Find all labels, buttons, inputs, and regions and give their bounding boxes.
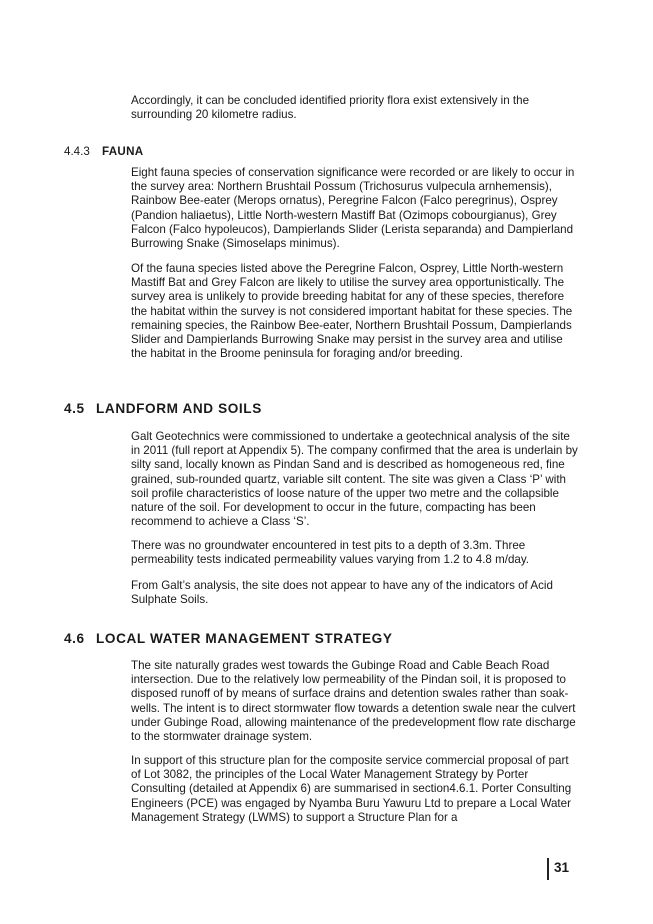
section-heading-water [64,631,393,646]
section-title: LANDFORM AND SOILS [96,401,262,416]
paragraph-fauna-habitat: Of the fauna species listed above the Peregrine Falcon, Osprey, Little North-western Mastiff Bat and Grey Falcon are likely to utilise the survey area opportunistically. The survey area is unlikely to provide breeding habitat for any of these species, therefore the habitat within the survey is not considered important habitat for these species. The remaining species, the Rainbow Bee-eater, Northern Brushtail Possum, Dampierlands Slider and Dampierlands Burrowing Snake may persist in the survey area and utilise the habitat in the Broome peninsula for foraging and/or breeding. [131,262,573,361]
section-number: 4.6 [64,631,85,646]
paragraph-acid-sulphate: From Galt’s analysis, the site does not appear to have any of the indicators of Acid Sulphate Soils. [131,579,553,607]
page-number-divider [547,858,549,880]
section-heading-fauna [64,142,143,160]
section-number: 4.5 [64,401,85,416]
paragraph-site-drainage: The site naturally grades west towards the Gubinge Road and Cable Beach Road intersection. Due to the relatively low permeability of the Pindan soil, it is proposed to disposed runoff of by means of surface drains and detention swales rather than soak-wells. The intent is to direct stormwater flow towards a detention swale near the culvert under Gubinge Road, allowing maintenance of the predevelopment flow rate discharge to the stormwater drainage system. [131,659,576,744]
section-title: FAUNA [102,145,144,158]
paragraph-fauna-species: Eight fauna species of conservation significance were recorded or are likely to occur in the survey area: Northern Brushtail Possum (Trichosurus vulpecula arnhemensis), Rainbow Bee-eater (Merops ornatus), Peregrine Falcon (Falco peregrinus), Osprey (Pandion haliaetus), Little North-western Mastiff Bat (Ozimops cobourgianus), Grey Falcon (Falco hypoleucos), Dampierlands Slider (Lerista separanda) and Dampierland Burrowing Snake (Simoselaps minimus). [131,166,575,251]
section-number: 4.4.3 [64,145,90,158]
page-number: 31 [554,860,570,875]
paragraph-flora-conclusion: Accordingly, it can be concluded identified priority flora exist extensively in the surrounding 20 kilometre radius. [131,94,530,122]
section-heading-landform [64,401,262,416]
section-title: LOCAL WATER MANAGEMENT STRATEGY [96,631,393,646]
paragraph-geotechnical: Galt Geotechnics were commissioned to undertake a geotechnical analysis of the site in 2011 (full report at Appendix 5). The company confirmed that the area is underlain by silty sand, locally known as Pindan Sand and is described as homogeneous red, fine grained, sub-rounded quartz, variable silt content. The site was given a Class ‘P’ with soil profile characteristics of loose nature of the upper two metre and the collapsible nature of the soil. For development to occur in the future, compacting has been recommend to achieve a Class ‘S’. [131,430,578,529]
paragraph-groundwater: There was no groundwater encountered in test pits to a depth of 3.3m. Three permeability tests indicated permeability values varying from 1.2 to 4.8 m/day. [131,539,530,567]
paragraph-lwms-summary: In support of this structure plan for the composite service commercial proposal of part of Lot 3082, the principles of the Local Water Management Strategy by Porter Consulting (detailed at Appendix 6) are summarised in section4.6.1. Porter Consulting Engineers (PCE) was engaged by Nyamba Buru Yawuru Ltd to prepare a Local Water Management Strategy (LWMS) to support a Structure Plan for a [131,754,572,824]
